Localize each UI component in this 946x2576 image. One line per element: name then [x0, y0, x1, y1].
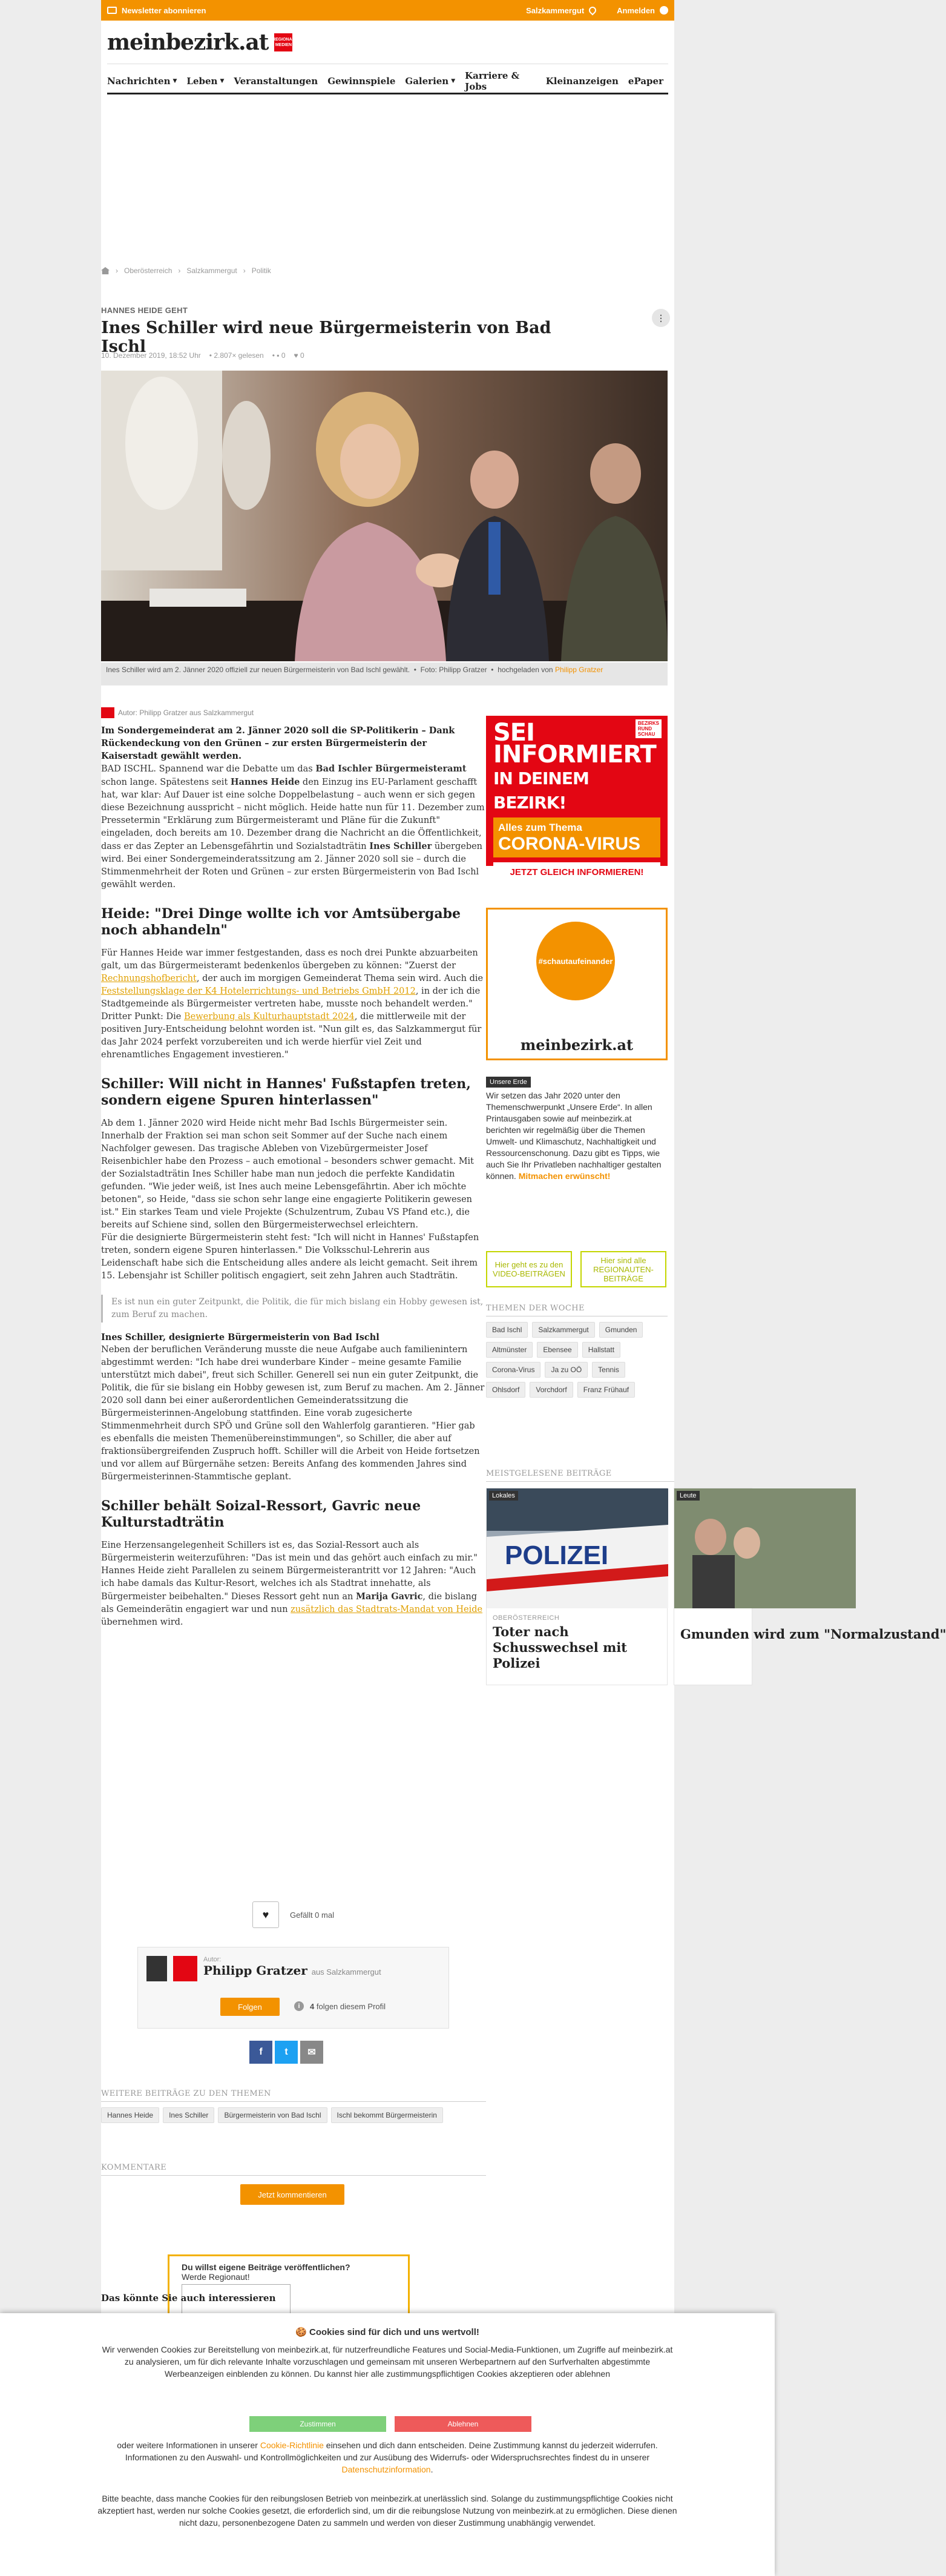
p1-text-a: BAD ISCHL. Spannend war die Debatte um das [101, 764, 316, 774]
most-read-card-1[interactable] [486, 1488, 668, 1685]
author-line-text: Autor: Philipp Gratzer aus Salzkammergut [118, 708, 254, 717]
section-heading-1: Heide: "Drei Dinge wollte ich vor Amtsübergabe noch abhandeln" [101, 906, 461, 938]
video-posts-button[interactable]: Hier geht es zu den VIDEO-BEITRÄGEN [486, 1251, 572, 1287]
paragraph-1 [101, 762, 485, 891]
chevron-down-icon: ▼ [451, 78, 456, 84]
theme-tag[interactable]: Gmunden [599, 1322, 643, 1338]
logo-badge-line-2: MEDIEN [275, 42, 292, 47]
p2-text-d: , die mittlerweile mit der positiven Jury-Entscheidung belohnt worden ist. "Nun gilt es, das Salzkammergut für das Jahr 2024 perfekt vorzubereiten und ich werde hierfür viel Zeit und ehrenamtliches Engagement investieren." [101, 1012, 482, 1060]
police-car-photo [487, 1488, 668, 1608]
logo-badge-line-1: REGIONAL [272, 37, 295, 42]
comments-count[interactable]: • ▪ 0 [272, 351, 286, 360]
link-stadtrats-mandat[interactable]: zusätzlich das Stadtrats-Mandat von Heide [291, 1605, 483, 1614]
p1-bold-f: Ines Schiller [369, 841, 432, 851]
author-avatar[interactable] [146, 1956, 167, 1981]
theme-tag[interactable]: Ja zu OÖ [545, 1362, 588, 1378]
police-text: POLIZEI [505, 1541, 609, 1570]
cookie-buttons [249, 2416, 531, 2432]
author-name[interactable]: Philipp Gratzer [203, 1963, 307, 1978]
cookie-text-1: Wir verwenden Cookies zur Bereitstellung von meinbezirk.at, für nutzerfreundliche Features und Social-Media-Funktionen, um Zugriffe auf meinbezirk.at zu analysieren, um für dich relevante Inhalte vorzuschlagen und gemeinsam mit unseren Werbepartnern auf den Surfverhalten abgestimmte Werbeanzeigen einblenden zu können. Du kannst hier alle zustimmungspflichtigen Cookies akzeptieren oder ablehnen [102, 2345, 673, 2379]
decline-cookies-button[interactable]: Ablehnen [395, 2416, 531, 2432]
theme-tag[interactable]: Altmünster [486, 1342, 533, 1358]
paragraph-4: Für die designierte Bürgermeisterin steht fest: "Ich will nicht in Hannes' Fußstapfen treten, sondern eigene Spuren hinterlassen." Die Volksschul-Lehrerin aus Leidenschaft habe sich die Entscheidung alles andere als leicht gemacht. Seit ihrem 15. Lebensjahr ist Schiller politisch engagiert, seit zehn Jahren auch Stadträtin. [101, 1233, 479, 1281]
bezirksrundschau-badge [173, 1956, 197, 1981]
breadcrumb-item[interactable]: Salzkammergut [186, 266, 237, 275]
nav-item-label: Nachrichten [107, 75, 171, 87]
theme-tag[interactable]: Ebensee [537, 1342, 577, 1358]
paragraph-2 [101, 947, 485, 1062]
article-lead: Im Sondergemeinderat am 2. Jänner 2020 soll die SP-Politikerin – Dank Rückendeckung von den Grünen – zur ersten Bürgermeisterin der Kaiserstadt gewählt werden. [101, 725, 455, 761]
hashtag-circle: #schautaufeinander [536, 922, 615, 1000]
cookie-title-text: Cookies sind für dich und uns wertvoll! [309, 2327, 479, 2337]
p6-text-a: Eine Herzensangelegenheit Schillers ist es, das Sozial-Ressort auch als Bürgermeisterin weiterzuführen: "Das ist mein und das gehört auch einfach zu mir." Hannes Heide zieht Parallelen zu seinem Bürgermeisterantritt vor 12 Jahren: "Auch ich habe damals das Kultur-Resort, welches ich als Stadtrat innehatte, als Bürgermeister beibehalten." Dieses Ressort geht nun an [101, 1541, 478, 1602]
info-icon[interactable]: i [294, 2001, 304, 2011]
p6-text-d: übernehmen wird. [101, 1617, 183, 1627]
regionaut-posts-button[interactable]: Hier sind alle REGIONAUTEN-BEITRÄGE [580, 1251, 666, 1287]
followers-text: folgen diesem Profil [316, 2001, 386, 2011]
accept-cookies-button[interactable]: Zustimmen [249, 2416, 386, 2432]
theme-tag[interactable]: Corona-Virus [486, 1362, 540, 1378]
author-label: Autor: [203, 1956, 222, 1963]
breadcrumb-separator: › [116, 266, 118, 275]
article-meta [101, 351, 304, 360]
article-title: Ines Schiller wird neue Bürgermeisterin von Bad Ischl [101, 319, 551, 356]
nav-item-label: Veranstaltungen [234, 75, 318, 87]
region-label: Salzkammergut [526, 5, 585, 15]
link-kulturhauptstadt[interactable]: Bewerbung als Kulturhauptstadt 2024 [183, 1012, 355, 1022]
ad-l1: SEI [493, 719, 535, 747]
cookie-p2-b: einsehen und dich dann entscheiden. Deine Zustimmung kannst du jederzeit widerrufen. Informationen zu den Auswahl- und Kontrollmöglichkeiten und zur Ausübung des Widerrufs- oder Widerspruchsrechtes findest du in unserer [125, 2440, 658, 2462]
nav-item-label: Gewinnspiele [327, 75, 396, 87]
theme-tag[interactable]: Vorchdorf [530, 1382, 573, 1398]
p2-text-c: , in der ich die Stadtgemeinde als Bürgermeister vertreten habe, musste noch behandelt werden." Dritter Punkt: Die [101, 986, 481, 1022]
chevron-down-icon: ▼ [220, 78, 225, 84]
p6-bold-b: Marija Gavric [355, 1591, 423, 1602]
like-box [101, 1901, 485, 1928]
newsletter-label: Newsletter abonnieren [122, 5, 206, 15]
page-container [101, 0, 946, 2576]
nav-item-label: ePaper [628, 75, 663, 87]
related-title: Das könnte Sie auch interessieren [101, 2293, 276, 2304]
more-posts-title: WEITERE BEITRÄGE ZU DEN THEMEN [101, 2089, 486, 2102]
p1-text-c: schon lange. Spätestens seit [101, 778, 231, 787]
unsere-erde-text [486, 1090, 668, 1182]
theme-tag[interactable]: Tennis [592, 1362, 625, 1378]
theme-tag[interactable]: Ohlsdorf [486, 1382, 525, 1398]
topic-tag[interactable]: Hannes Heide [101, 2107, 159, 2123]
cookie-policy-link[interactable]: Cookie-Richtlinie [260, 2440, 324, 2450]
p2-text-b: , der auch im morgigen Gemeinderat Thema sein wird. Auch die [196, 974, 484, 983]
heart-icon[interactable]: ♥ [252, 1901, 279, 1928]
followers-info [294, 2001, 386, 2011]
section-heading-2: Schiller: Will nicht in Hannes' Fußstapfen treten, sondern eigene Spuren hinterlassen" [101, 1076, 471, 1108]
share-buttons [249, 2041, 323, 2064]
author-line[interactable] [101, 707, 254, 718]
card-1-image [487, 1488, 667, 1608]
email-share-icon[interactable]: ✉ [300, 2041, 323, 2064]
theme-tag[interactable]: Hallstatt [582, 1342, 620, 1358]
promo-line-2[interactable]: Werde Regionaut! [182, 2272, 250, 2282]
themes-list [486, 1322, 668, 1398]
cookie-banner [0, 2313, 775, 2576]
breadcrumb [101, 266, 668, 275]
article-hero-image[interactable] [101, 371, 668, 661]
p1-text-g: übergeben wird. Bei einer Sondergemeinderatssitzung am 2. Jänner 2020 soll sie – durch die Stimmenmehrheit der Roten und Grünen – zur ersten Bürgermeisterin von Bad Ischl gewählt werden. [101, 842, 483, 890]
caption-photo-credit: Foto: Philipp Gratzer [420, 665, 487, 674]
twitter-share-icon[interactable]: t [275, 2041, 298, 2064]
hero-photo [101, 371, 668, 661]
paragraph-5: Neben der beruflichen Veränderung musste die neue Aufgabe auch familienintern abgestimmt werden: "Ich habe drei wunderbare Kinder – meine gesamte Familie unterstützt mich dabei", freut sich Schiller. Generell sei nun ein guter Zeitpunkt, die Politik, die für sie bislang ein Hobby gewesen ist, zum Beruf zu machen. Am 2. Jänner 2020 soll dann bei einer außerordentlichen Gemeinderatssitzung die Bürgermeisterinnen-Angelobung stattfinden. Eine vorab zugesicherte Stimmenmehrheit durch SPÖ und Grüne soll den Wahlerfolg garantieren. "Hier gab es ebenfalls die meisten Themenübereinstimmungen", so Schiller, die aber auf fraktionsübergreifenden Zuspruch hofft. Schiller will die Arbeit von Heide fortsetzen und vor allem auf Bürgernähe setzen: Bereits Anfang des kommenden Jahres sind Bürgermeisterinnen-Stammtische geplant. [101, 1345, 485, 1482]
author-box [137, 1947, 449, 2029]
themes-title: THEMEN DER WOCHE [486, 1304, 668, 1316]
p1-bold-b: Bad Ischler Bürgermeisteramt [315, 764, 467, 774]
ue-cta[interactable]: Mitmachen erwünscht! [518, 1171, 611, 1181]
cookie-text-3: Bitte beachte, dass manche Cookies für den reibungslosen Betrieb von meinbezirk.at unerlässlich sind. Solange du zustimmungspflichtige Cookies nicht akzeptiert hast, werden nur solche Cookies gesetzt, die erforderlich sind, um dir die reibungslose Nutzung von meinbezirk.at zu ermöglichen. Diese dienen nicht dazu, personenbezogene Daten zu sammeln und werden von dieser Zustimmung unabhängig verwendet. [97, 2494, 677, 2528]
facebook-share-icon[interactable]: f [249, 2041, 272, 2064]
card-1-title: Toter nach Schusswechsel mit Polizei [493, 1624, 627, 1671]
people-photo [674, 1488, 856, 1608]
caption-uploader-link[interactable]: Philipp Gratzer [554, 665, 603, 674]
unsere-erde-label: Unsere Erde [486, 1077, 531, 1088]
ad-badge-1: BEZIRKS [637, 721, 659, 726]
card-2-title: Gmunden wird zum "Normalzustand" [680, 1627, 946, 1642]
views-value: 2.807× gelesen [214, 351, 264, 360]
ad-l3: IN DEINEM BEZIRK! [493, 768, 589, 813]
cookie-p2-a: oder weitere Informationen in unserer [117, 2440, 260, 2450]
ad-l2: INFORMIERT [493, 741, 656, 768]
ue-body: Wir setzen das Jahr 2020 unter den Themenschwerpunkt „Unsere Erde“. In allen Printausgaben sowie auf meinbezirk.at berichten wir regelmäßig über die Themen Umwelt- und Klimaschutz, Nachhaltigkeit und Ressourcenschonung. Dazu gibt es Tipps, wie auch Sie Ihr Privatleben nachhaltiger gestalten können. [486, 1091, 662, 1181]
ad-m2: CORONA-VIRUS [498, 834, 641, 854]
card-2-label: Leute [677, 1491, 700, 1501]
breadcrumb-separator: › [243, 266, 246, 275]
p2-text-a: Für Hannes Heide war immer festgestanden, dass es noch drei Punkte abzuarbeiten galt, um das Bürgermeisteramt bedenkenlos übergeben zu können: "Zuerst der [101, 948, 478, 971]
caption-text: Ines Schiller wird am 2. Jänner 2020 offiziell zur neuen Bürgermeisterin von Bad Ischl gewählt. [106, 665, 410, 674]
cookie-title [97, 2327, 678, 2339]
likes-value: 0 [300, 351, 304, 360]
ad-badge-3: SCHAU [637, 732, 655, 737]
most-read-card-2[interactable] [674, 1488, 946, 1685]
ad-badge-2: RUND [637, 726, 652, 732]
follow-button[interactable]: Folgen [220, 1998, 280, 2016]
pull-quote: Es ist nun ein guter Zeitpunkt, die Politik, die für mich bislang ein Hobby gewesen ist, zum Beruf zu machen. [101, 1295, 485, 1323]
most-read-title: MEISTGELESENE BEITRÄGE [486, 1469, 674, 1482]
ad2-logo: meinbezirk.at [520, 1036, 634, 1054]
home-icon[interactable] [101, 267, 110, 274]
p1-bold-d: Hannes Heide [230, 777, 300, 787]
topic-tag[interactable]: Ischl bekommt Bürgermeisterin [331, 2107, 443, 2123]
quote-source: Ines Schiller, designierte Bürgermeisterin von Bad Ischl [101, 1332, 379, 1342]
more-options-icon[interactable]: ⋮ [652, 309, 670, 327]
nav-item-label: Leben [186, 75, 218, 87]
card-2-image [674, 1488, 752, 1608]
card-1-location: OBERÖSTERREICH [493, 1614, 560, 1622]
link-feststellungsklage[interactable]: Feststellungsklage der K4 Hotelerrichtungs- und Betriebs GmbH 2012 [101, 986, 416, 996]
corona-ad-banner[interactable] [486, 716, 668, 877]
article-body [101, 724, 485, 1629]
p1-text-e: den Einzug ins EU-Parlament geschafft hat, war klar: Auf Dauer ist eine solche Doppelbelastung – auch wenn er sich gegen diese Bezeichnung ausspricht – nicht möglich. Heide hatte nun für 11. Dezember zum Pressetermin "Erklärung zum Bürgermeisteramt und Pläne für die Zukunft" eingeladen, doch bereits am 10. Dezember drang die Nachricht an die Öffentlichkeit, dass er das Zepter an Lebensgefährtin und Sozialstadträtin [101, 778, 485, 851]
topic-tag[interactable]: Bürgermeisterin von Bad Ischl [218, 2107, 327, 2123]
author-avatar-icon [101, 707, 114, 718]
comment-button[interactable]: Jetzt kommentieren [240, 2184, 344, 2205]
ad-m1: Alles zum Thema [498, 822, 582, 833]
ad-badge [636, 719, 662, 738]
more-posts-tags [101, 2107, 464, 2123]
unsere-erde-buttons [486, 1251, 668, 1287]
privacy-info-link[interactable]: Datenschutzinformation [341, 2465, 431, 2474]
schautaufeinander-ad[interactable] [486, 908, 668, 1060]
like-count-label: Gefällt 0 mal [290, 1910, 334, 1920]
p6-text-c: , die bislang als Gemeinderätin engagiert war und nun [101, 1592, 478, 1614]
ad-cta: JETZT GLEICH INFORMIEREN! [493, 862, 660, 882]
article-date: 10. Dezember 2019, 18:52 Uhr [101, 351, 201, 360]
likes-count[interactable]: ♥ 0 [294, 351, 304, 360]
breadcrumb-item[interactable]: Oberösterreich [124, 266, 172, 275]
comments-title: KOMMENTARE [101, 2163, 486, 2176]
nav-item-label: Galerien [405, 75, 449, 87]
breadcrumb-item[interactable]: Politik [251, 266, 271, 275]
cookie-icon: 🍪 [295, 2327, 307, 2337]
chevron-down-icon: ▼ [172, 78, 177, 84]
promo-line-1: Du willst eigene Beiträge veröffentlichen? [182, 2262, 350, 2272]
breadcrumb-separator: › [178, 266, 181, 275]
nav-item-label: Kleinanzeigen [545, 75, 619, 87]
topic-tag[interactable]: Ines Schiller [163, 2107, 214, 2123]
image-caption: Ines Schiller wird am 2. Jänner 2020 offiziell zur neuen Bürgermeisterin von Bad Ischl gewählt. • Foto: Philipp Gratzer • hochgeladen von Philipp Gratzer [101, 662, 668, 685]
ad-topic [493, 817, 660, 857]
followers-count: 4 [310, 2001, 315, 2011]
link-rechnungshofbericht[interactable]: Rechnungshofbericht [101, 974, 197, 983]
views-count: • 2.807× gelesen [209, 351, 264, 360]
author-name-row [203, 1963, 381, 1978]
nav-item-label: Karriere & Jobs [465, 70, 520, 92]
theme-tag[interactable]: Franz Frühauf [577, 1382, 635, 1398]
site-logo[interactable]: meinbezirk.at [107, 29, 269, 55]
theme-tag[interactable]: Bad Ischl [486, 1322, 528, 1338]
card-1-label: Lokales [489, 1491, 518, 1501]
cookie-text-2: oder weitere Informationen in unserer Cookie-Richtlinie einsehen und dich dann entscheiden. Deine Zustimmung kannst du jederzeit widerrufen. Informationen zu den Auswahl- und Kontrollmöglichkeiten und zur Ausübung des Widerrufs- oder Widerspruchsrechtes findest du in unserer Datenschutzinformation. [117, 2440, 658, 2474]
paragraph-3: Ab dem 1. Jänner 2020 wird Heide nicht mehr Bad Ischls Bürgermeister sein. Innerhalb der Fraktion sei man schon seit Sommer auf der Suche nach einem Nachfolger gewesen. Das tragische Ableben von Vizebürgermeister Josef Reisenbichler habe den Prozess – auch emotional – besonders schwer gemacht. Mit der Sozialstadträtin Ines Schiller habe man nun jedoch die perfekte Kandidatin gefunden. "Wie jeder weiß, ist Ines auch meine Lebensgefährtin. Aber ich möchte betonen", so Heide, "dass sie schon sehr lange eine engagierte Politikerin gewesen ist." Ein starkes Team und viele Projekte (Schulzentrum, Zubau VS Pfand etc.), die bereits auf Schiene sind, sollen den Bürgermeisterwechsel erleichtern. [101, 1118, 475, 1230]
section-heading-3: Schiller behält Soizal-Ressort, Gavric neue Kulturstadträtin [101, 1498, 421, 1530]
comments-value: 0 [281, 351, 286, 360]
theme-tag[interactable]: Salzkammergut [532, 1322, 594, 1338]
article-kicker: HANNES HEIDE GEHT [101, 306, 188, 315]
caption-uploaded-label: hochgeladen von [498, 665, 553, 674]
login-label: Anmelden [617, 5, 655, 15]
author-region: aus Salzkammergut [311, 1967, 381, 1977]
paragraph-6 [101, 1539, 485, 1629]
